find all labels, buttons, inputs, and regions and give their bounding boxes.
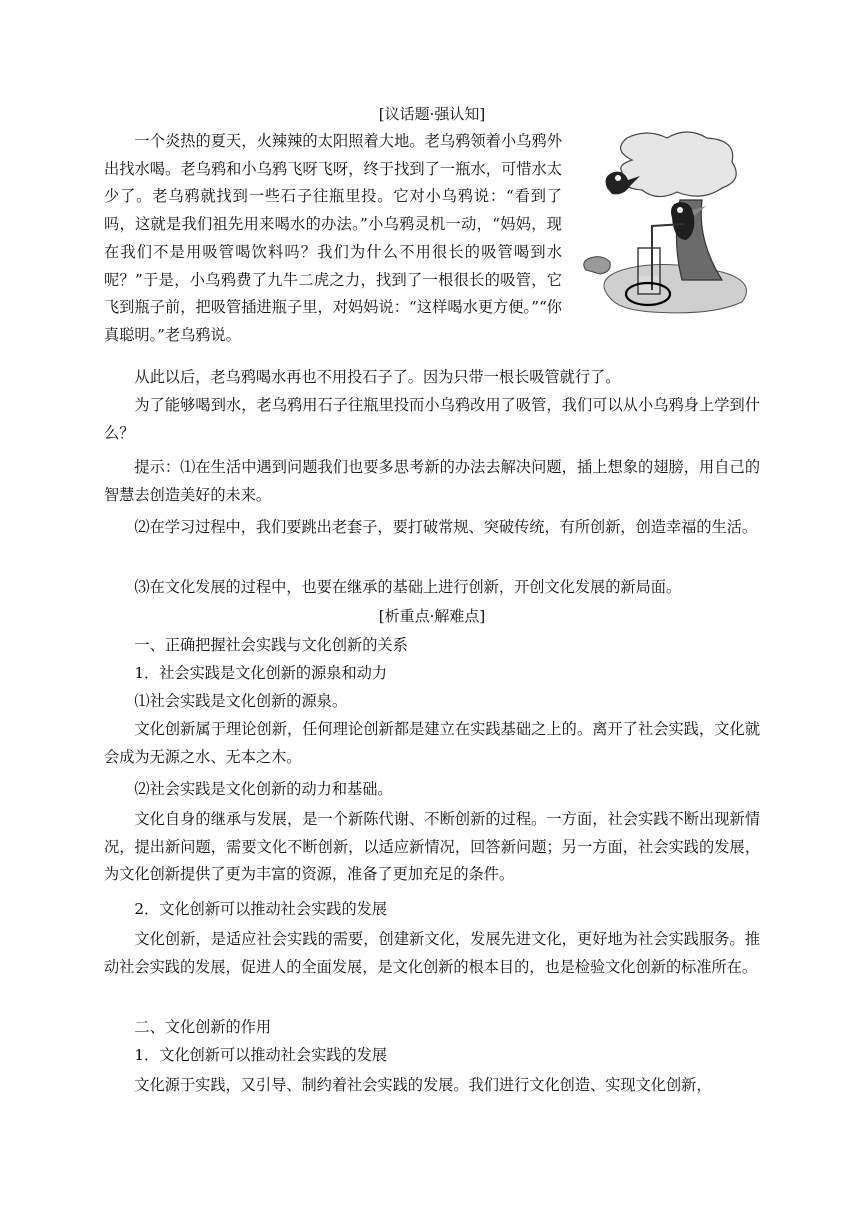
subsection-title: 1．社会实践是文化创新的源泉和动力 xyxy=(134,664,388,682)
list-item: ⑵社会实践是文化创新的动力和基础。 xyxy=(134,780,393,798)
hint-paragraph: 提示：⑴在生活中遇到问题我们也要多思考新的办法去解决问题，插上想象的翅膀，用自己的智慧去创造美好的未来。 xyxy=(104,458,760,504)
section-title: 二、文化创新的作用 xyxy=(134,1018,272,1036)
hint-paragraph: ⑵在学习过程中，我们要跳出老套子，要打破常规、突破传统，有所创新，创造幸福的生活。 xyxy=(134,518,758,536)
section-heading-analysis: [析重点·解难点] xyxy=(378,607,486,625)
list-item: ⑴社会实践是文化创新的源泉。 xyxy=(134,692,348,710)
question-paragraph: 为了能够喝到水，老乌鸦用石子往瓶里投而小乌鸦改用了吸管，我们可以从小乌鸦身上学到什么？ xyxy=(104,396,760,442)
body-paragraph: 文化源于实践，又引导、制约着社会实践的发展。我们进行文化创造、实现文化创新， xyxy=(134,1076,712,1094)
body-paragraph: 文化创新属于理论创新，任何理论创新都是建立在实践基础之上的。离开了社会实践，文化就会成为无源之水、无本之木。 xyxy=(104,720,760,766)
body-paragraph: 文化自身的继承与发展，是一个新陈代谢、不断创新的过程。一方面，社会实践不断出现新情况，提出新问题，需要文化不断创新，以适应新情况，回答新问题；另一方面，社会实践的发展，为文化创新提供了更为丰富的资源，准备了更加充足的条件。 xyxy=(104,810,760,884)
subsection-title: 1．文化创新可以推动社会实践的发展 xyxy=(134,1046,388,1064)
section-heading-discussion: [议话题·强认知] xyxy=(378,105,486,123)
crow-straw-illustration xyxy=(572,130,762,316)
hint-paragraph: ⑶在文化发展的过程中，也要在继承的基础上进行创新，开创文化发展的新局面。 xyxy=(134,578,682,596)
section-title: 一、正确把握社会实践与文化创新的关系 xyxy=(134,636,408,654)
story-paragraph: 从此以后，老乌鸦喝水再也不用投石子了。因为只带一根长吸管就行了。 xyxy=(134,368,621,386)
subsection-title: 2．文化创新可以推动社会实践的发展 xyxy=(134,900,388,918)
story-paragraph: 一个炎热的夏天，火辣辣的太阳照着大地。老乌鸦领着小乌鸦外出找水喝。老乌鸦和小乌鸦飞呀飞呀，终于找到了一瓶水，可惜水太少了。老乌鸦就找到一些石子往瓶里投。它对小乌鸦说：“看到了吗，这就是我们祖先用来喝水的办法。”小乌鸦灵机一动，“妈妈，现在我们不是用吸管喝饮料吗？我们为什么不用很长的吸管喝到水呢？”于是，小乌鸦费了九牛二虎之力，找到了一根很长的吸管，它飞到瓶子前，把吸管插进瓶子里，对妈妈说：“这样喝水更方便。”“你真聪明。”老乌鸦说。 xyxy=(104,132,562,344)
body-paragraph: 文化创新，是适应社会实践的需要，创建新文化，发展先进文化，更好地为社会实践服务。推动社会实践的发展，促进人的全面发展，是文化创新的根本目的，也是检验文化创新的标准所在。 xyxy=(104,930,760,976)
